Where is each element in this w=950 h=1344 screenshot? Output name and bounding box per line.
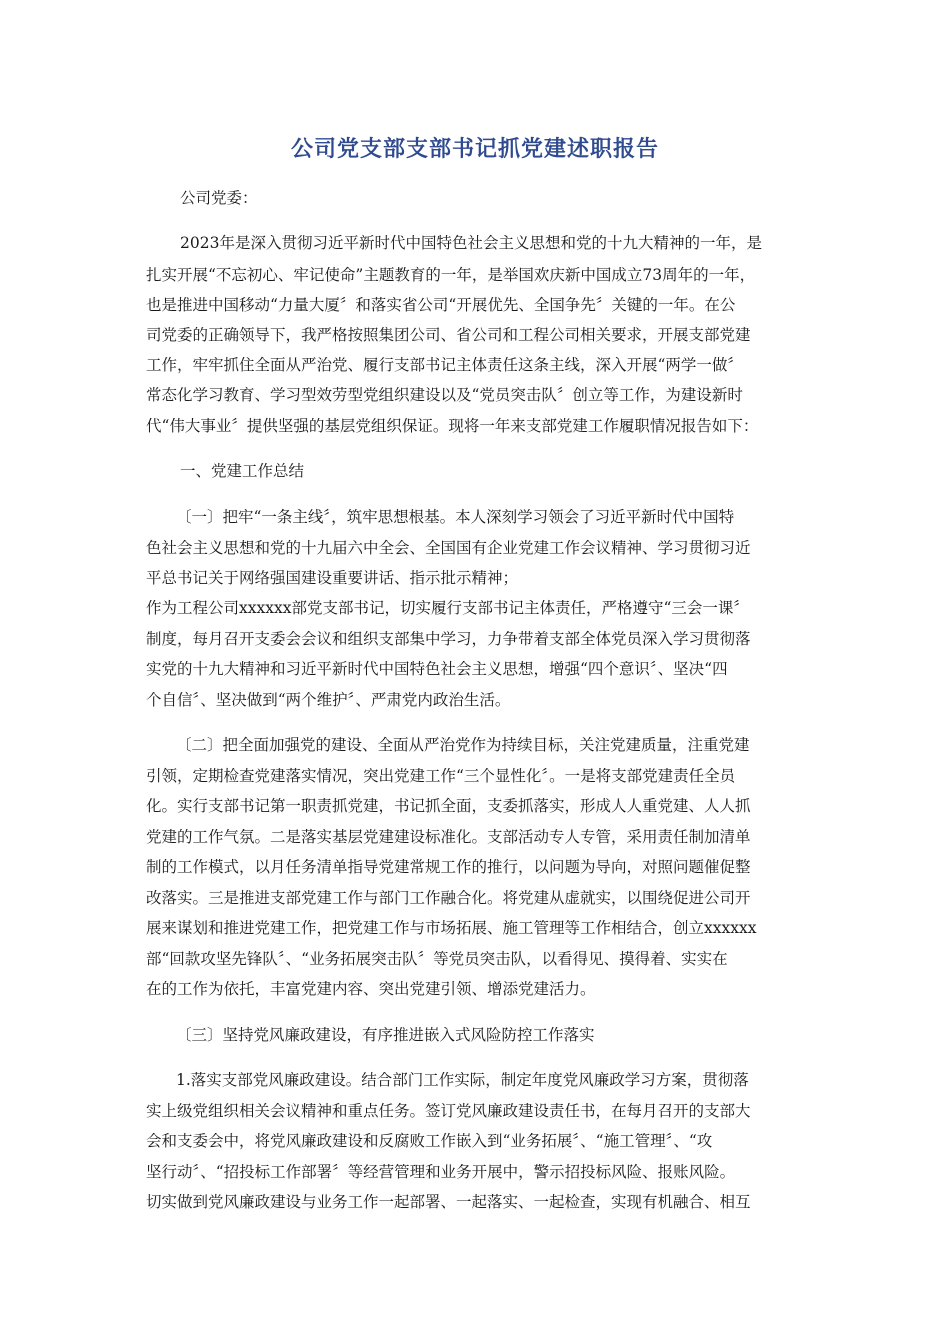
paragraph-line: 坚行动〞、“招投标工作部署〞等经营管理和业务开展中，警示招投标风险、报账风险。 xyxy=(146,1163,736,1181)
paragraph-line: 制度，每月召开支委会会议和组织支部集中学习，力争带着支部全体党员深入学习贯彻落 xyxy=(146,630,751,648)
intro-line: 扎实开展“不忘初心、牢记使命”主题教育的一年，是举国欢庆新中国成立73周年的一年， xyxy=(146,266,756,284)
paragraph-line: 作为工程公司xxxxxx部党支部书记，切实履行支部书记主体责任，严格遵守“三会一课〞 xyxy=(146,599,749,617)
paragraph-line: 在的工作为依托，丰富党建内容、突出党建引领、增添党建活力。 xyxy=(146,980,596,998)
paragraph-line: 实上级党组织相关会议精神和重点任务。签订党风廉政建设责任书，在每月召开的支部大 xyxy=(146,1102,751,1120)
intro-line: 也是推进中国移动“力量大厦〞和落实省公司“开展优先、全国争先〞关键的一年。在公 xyxy=(146,296,736,314)
paragraph-line: 党建的工作气氛。二是落实基层党建建设标准化。支部活动专人专管，采用责任制加清单 xyxy=(146,828,751,846)
paragraph-line: 切实做到党风廉政建设与业务工作一起部署、一起落实、一起检查，实现有机融合、相互 xyxy=(146,1193,751,1211)
paragraph-line: 化。实行支部书记第一职责抓党建，书记抓全面，支委抓落实，形成人人重党建、人人抓 xyxy=(146,797,751,815)
paragraph-line: 〔二〕把全面加强党的建设、全面从严治党作为持续目标，关注党建质量，注重党建 xyxy=(176,736,750,754)
paragraph-line: 制的工作模式，以月任务清单指导党建常规工作的推行，以问题为导向，对照问题催促整 xyxy=(146,858,751,876)
paragraph-line: 展来谋划和推进党建工作，把党建工作与市场拓展、施工管理等工作相结合，创立xxxxxx xyxy=(146,919,757,937)
intro-line: 代“伟大事业〞提供坚强的基层党组织保证。现将一年来支部党建工作履职情况报告如下： xyxy=(146,417,759,435)
paragraph-line: 平总书记关于网络强国建设重要讲话、指示批示精神； xyxy=(146,569,519,587)
paragraph-line: 改落实。三是推进支部党建工作与部门工作融合化。将党建从虚就实，以围绕促进公司开 xyxy=(146,889,751,907)
paragraph-line: 色社会主义思想和党的十九届六中全会、全国国有企业党建工作会议精神、学习贯彻习近 xyxy=(146,539,751,557)
section-heading: 一、党建工作总结 xyxy=(180,462,305,480)
paragraph-line: 部“回款攻坚先锋队〞、“业务拓展突击队〞等党员突击队，以看得见、摸得着、实实在 xyxy=(146,950,728,968)
paragraph-line: 引领，定期检查党建落实情况，突出党建工作“三个显性化〞。一是将支部党建责任全员 xyxy=(146,767,736,785)
paragraph-line: 实党的十九大精神和习近平新时代中国特色社会主义思想，增强“四个意识〞、坚决“四 xyxy=(146,660,728,678)
intro-line: 司党委的正确领导下，我严格按照集团公司、省公司和工程公司相关要求，开展支部党建 xyxy=(146,326,751,344)
intro-line: 工作，牢牢抓住全面从严治党、履行支部书记主体责任这条主线，深入开展“两学一做〞 xyxy=(146,356,743,374)
salutation: 公司党委： xyxy=(180,189,258,207)
paragraph-line: 个自信〞、坚决做到“两个维护〞、严肃党内政治生活。 xyxy=(146,691,511,709)
paragraph-line: 会和支委会中，将党风廉政建设和反腐败工作嵌入到“业务拓展〞、“施工管理〞、“攻 xyxy=(146,1132,713,1150)
paragraph-line: 1.落实支部党风廉政建设。结合部门工作实际，制定年度党风廉政学习方案，贯彻落 xyxy=(176,1071,749,1089)
paragraph-line: 〔一〕把牢“一条主线〞，筑牢思想根基。本人深刻学习领会了习近平新时代中国特 xyxy=(176,508,735,526)
intro-line: 常态化学习教育、学习型效劳型党组织建设以及“党员突击队〞创立等工作，为建设新时 xyxy=(146,386,743,404)
subsection-heading: 〔三〕坚持党风廉政建设，有序推进嵌入式风险防控工作落实 xyxy=(176,1026,595,1044)
intro-line: 2023年是深入贯彻习近平新时代中国特色社会主义思想和党的十九大精神的一年，是 xyxy=(180,234,762,252)
document-title: 公司党支部支部书记抓党建述职报告 xyxy=(290,137,659,162)
